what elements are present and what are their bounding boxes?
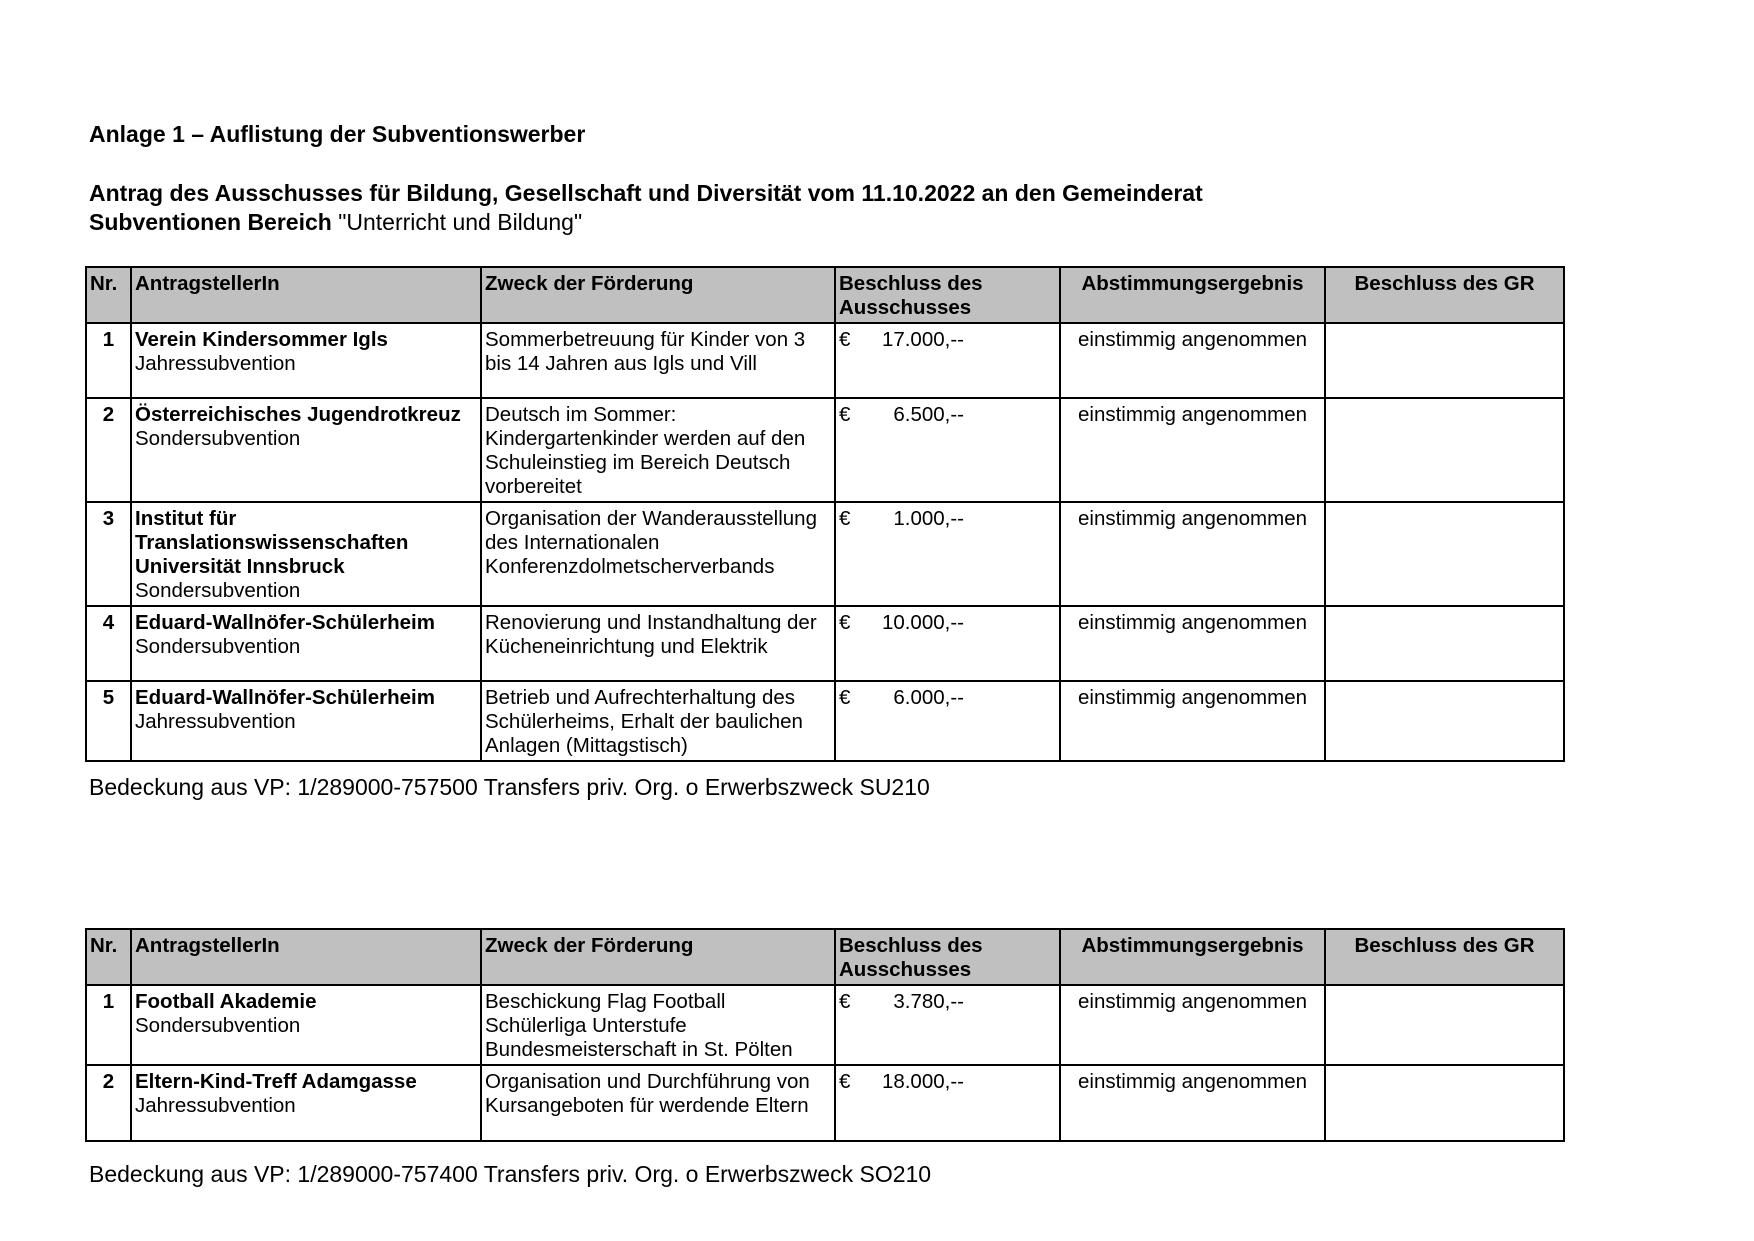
applicant-cell [131,398,481,502]
amount-value: 1.000,-- [893,507,964,530]
amount-value: 18.000,-- [881,1070,964,1093]
header-council-decision: Beschluss des GR [1325,267,1564,323]
amount-cell [835,502,1060,606]
council-decision [1325,398,1564,502]
row-nr: 4 [86,606,131,681]
row-nr: 1 [86,985,131,1065]
subsidy-table-1 [85,266,1565,762]
amount-cell [835,985,1060,1065]
subsidy-area [89,209,582,236]
table-header-row [86,929,1564,985]
table-row [86,985,1564,1065]
table-row [86,398,1564,502]
subsidy-area-value: "Unterricht und Bildung" [338,209,583,235]
header-purpose: Zweck der Förderung [481,267,835,323]
subsidy-type: Sondersubvention [135,1014,301,1037]
council-decision [1325,502,1564,606]
currency-symbol: € [839,1070,851,1093]
subsidy-type: Jahressubvention [135,1094,296,1117]
row-nr: 2 [86,1065,131,1141]
applicant-name: Football Akademie [135,990,317,1013]
vote-result: einstimmig angenommen [1060,398,1325,502]
currency-symbol: € [839,990,851,1013]
table-row [86,502,1564,606]
vote-result: einstimmig angenommen [1060,1065,1325,1141]
amount-cell [835,398,1060,502]
motion-title: Antrag des Ausschusses für Bildung, Gesellschaft und Diversität vom 11.10.2022 an den Gemeinderat [89,180,1203,206]
amount-cell [835,1065,1060,1141]
coverage-note-2: Bedeckung aus VP: 1/289000-757400 Transfers priv. Org. o Erwerbszweck SO210 [89,1161,932,1187]
applicant-name: Institut für Translationswissenschaften Universität Innsbruck [135,507,409,578]
vote-result: einstimmig angenommen [1060,323,1325,398]
applicant-name: Österreichisches Jugendrotkreuz [135,403,461,426]
amount-value: 6.000,-- [893,686,964,709]
currency-symbol: € [839,403,851,426]
header-applicant: AntragstellerIn [131,929,481,985]
council-decision [1325,606,1564,681]
purpose-cell: Organisation der Wanderausstellung des Internationalen Konferenzdolmetscherverbands [481,502,835,606]
council-decision [1325,323,1564,398]
amount-cell [835,606,1060,681]
amount-value: 17.000,-- [881,328,964,351]
vote-result: einstimmig angenommen [1060,502,1325,606]
row-nr: 3 [86,502,131,606]
council-decision [1325,985,1564,1065]
applicant-cell [131,681,481,761]
currency-symbol: € [839,507,851,530]
applicant-name: Eduard-Wallnöfer-Schülerheim [135,686,435,709]
subsidy-area-label: Subventionen Bereich [89,209,332,235]
header-committee-decision: Beschluss des Ausschusses [835,267,1060,323]
applicant-cell [131,985,481,1065]
applicant-cell [131,606,481,681]
subsidy-type: Sondersubvention [135,579,301,602]
table-row [86,1065,1564,1141]
header-vote-result: Abstimmungsergebnis [1060,929,1325,985]
purpose-cell: Renovierung und Instandhaltung der Kücheneinrichtung und Elektrik [481,606,835,681]
purpose-cell: Sommerbetreuung für Kinder von 3 bis 14 Jahren aus Igls und Vill [481,323,835,398]
council-decision [1325,1065,1564,1141]
applicant-name: Verein Kindersommer Igls [135,328,388,351]
header-applicant: AntragstellerIn [131,267,481,323]
table-row [86,681,1564,761]
council-decision [1325,681,1564,761]
coverage-note-1: Bedeckung aus VP: 1/289000-757500 Transfers priv. Org. o Erwerbszweck SU210 [89,774,930,800]
table-row [86,323,1564,398]
header-nr: Nr. [86,267,131,323]
applicant-cell [131,1065,481,1141]
currency-symbol: € [839,686,851,709]
table-header-row [86,267,1564,323]
vote-result: einstimmig angenommen [1060,681,1325,761]
vote-result: einstimmig angenommen [1060,606,1325,681]
header-council-decision: Beschluss des GR [1325,929,1564,985]
row-nr: 2 [86,398,131,502]
applicant-name: Eduard-Wallnöfer-Schülerheim [135,611,435,634]
amount-cell [835,681,1060,761]
applicant-cell [131,502,481,606]
amount-value: 10.000,-- [881,611,964,634]
subsidy-table-2 [85,928,1565,1142]
amount-cell [835,323,1060,398]
subsidy-type: Sondersubvention [135,427,301,450]
header-vote-result: Abstimmungsergebnis [1060,267,1325,323]
subsidy-type: Jahressubvention [135,352,296,375]
annex-title: Anlage 1 – Auflistung der Subventionswerber [89,121,586,147]
applicant-name: Eltern-Kind-Treff Adamgasse [135,1070,417,1093]
header-purpose: Zweck der Förderung [481,929,835,985]
subsidy-type: Jahressubvention [135,710,296,733]
row-nr: 5 [86,681,131,761]
header-committee-decision: Beschluss des Ausschusses [835,929,1060,985]
row-nr: 1 [86,323,131,398]
amount-value: 6.500,-- [893,403,964,426]
purpose-cell: Deutsch im Sommer: Kindergartenkinder werden auf den Schuleinstieg im Bereich Deutsch vorbereitet [481,398,835,502]
vote-result: einstimmig angenommen [1060,985,1325,1065]
purpose-cell: Betrieb und Aufrechterhaltung des Schülerheims, Erhalt der baulichen Anlagen (Mittagstisch) [481,681,835,761]
currency-symbol: € [839,328,851,351]
subsidy-type: Sondersubvention [135,635,301,658]
applicant-cell [131,323,481,398]
purpose-cell: Organisation und Durchführung von Kursangeboten für werdende Eltern [481,1065,835,1141]
currency-symbol: € [839,611,851,634]
purpose-cell: Beschickung Flag Football Schülerliga Unterstufe Bundesmeisterschaft in St. Pölten [481,985,835,1065]
header-nr: Nr. [86,929,131,985]
amount-value: 3.780,-- [893,990,964,1013]
table-row [86,606,1564,681]
